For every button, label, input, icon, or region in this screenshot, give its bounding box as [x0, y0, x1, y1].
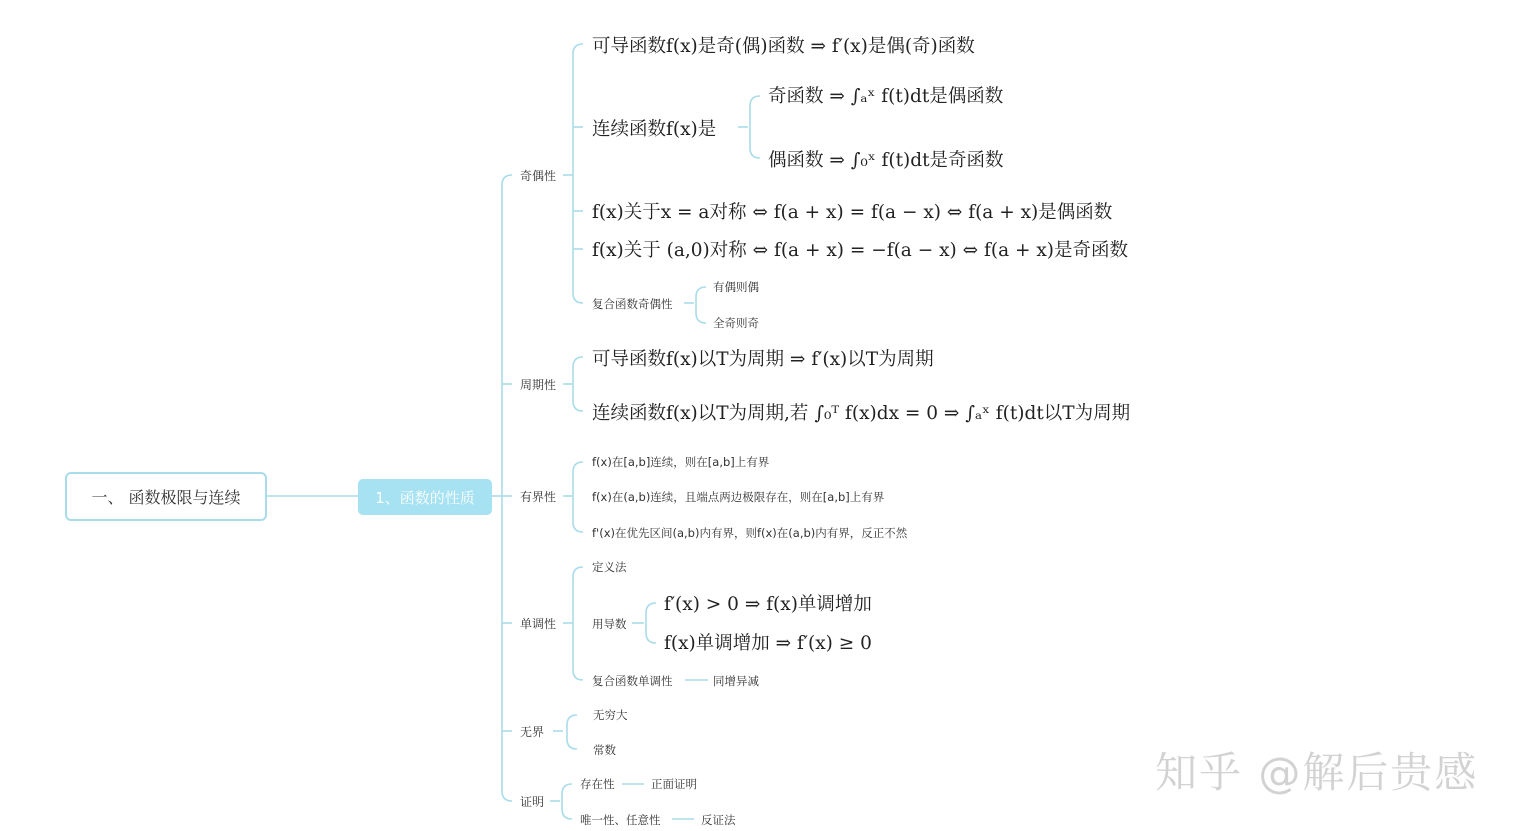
unbounded-item[interactable]: 常数 [593, 743, 616, 757]
category-unbounded[interactable]: 无界 [520, 725, 545, 739]
bounded-item[interactable]: f(x)在[a,b]连续，则在[a,b]上有界 [592, 455, 770, 469]
bounded-item[interactable]: f(x)在(a,b)连续，且端点两边极限存在，则在[a,b]上有界 [592, 490, 885, 504]
parity-symmetry-line[interactable]: f(x)关于x = a对称 ⇔ f(a + x) = f(a − x) ⇔ f(a + x)是偶函数 [592, 202, 1113, 223]
monotonic-deriv-rule-2[interactable]: f(x)单调增加 ⇒ f′(x) ≥ 0 [664, 633, 872, 654]
parity-symmetry-point[interactable]: f(x)关于 (a,0)对称 ⇔ f(a + x) = −f(a − x) ⇔ f(a + x)是奇函数 [592, 240, 1129, 261]
category-bounded[interactable]: 有界性 [520, 490, 557, 504]
category-period[interactable]: 周期性 [520, 378, 557, 392]
topic-node[interactable]: 1、函数的性质 [358, 479, 492, 515]
period-derivative-rule[interactable]: 可导函数f(x)以T为周期 ⇒ f′(x)以T为周期 [592, 349, 934, 370]
period-integral-rule[interactable]: 连续函数f(x)以T为周期,若 ∫₀ᵀ f(x)dx = 0 ⇒ ∫ₐˣ f(t)dt以T为周期 [592, 403, 1131, 424]
category-proof[interactable]: 证明 [520, 795, 545, 809]
parity-even-integral-rule[interactable]: 偶函数 ⇒ ∫₀ˣ f(t)dt是奇函数 [768, 150, 1004, 171]
root-node[interactable]: 一、 函数极限与连续 [65, 472, 267, 521]
category-parity[interactable]: 奇偶性 [520, 169, 557, 183]
monotonic-definition[interactable]: 定义法 [592, 560, 627, 574]
monotonic-composite-label[interactable]: 复合函数单调性 [592, 674, 673, 688]
monotonic-composite-rule[interactable]: 同增异减 [713, 674, 759, 688]
unbounded-item[interactable]: 无穷大 [593, 708, 628, 722]
bounded-item[interactable]: f'(x)在优先区间(a,b)内有界，则f(x)在(a,b)内有界，反正不然 [592, 526, 908, 540]
proof-uniqueness[interactable]: 唯一性、任意性 [580, 813, 661, 827]
category-monotonic[interactable]: 单调性 [520, 617, 557, 631]
proof-existence-method[interactable]: 正面证明 [651, 777, 697, 791]
parity-composite-label[interactable]: 复合函数奇偶性 [592, 297, 673, 311]
parity-derivative-rule[interactable]: 可导函数f(x)是奇(偶)函数 ⇒ f′(x)是偶(奇)函数 [592, 36, 975, 57]
proof-existence[interactable]: 存在性 [580, 777, 615, 791]
monotonic-derivative-label[interactable]: 用导数 [592, 617, 627, 631]
parity-composite-even[interactable]: 有偶则偶 [713, 280, 759, 294]
parity-odd-integral-rule[interactable]: 奇函数 ⇒ ∫ₐˣ f(t)dt是偶函数 [768, 86, 1004, 107]
proof-uniqueness-method[interactable]: 反证法 [701, 813, 736, 827]
parity-composite-odd[interactable]: 全奇则奇 [713, 316, 759, 330]
parity-continuous-label[interactable]: 连续函数f(x)是 [592, 119, 717, 140]
watermark: 知乎 @解后贵感 [1155, 748, 1479, 797]
monotonic-deriv-rule-1[interactable]: f′(x) > 0 ⇒ f(x)单调增加 [664, 594, 872, 615]
